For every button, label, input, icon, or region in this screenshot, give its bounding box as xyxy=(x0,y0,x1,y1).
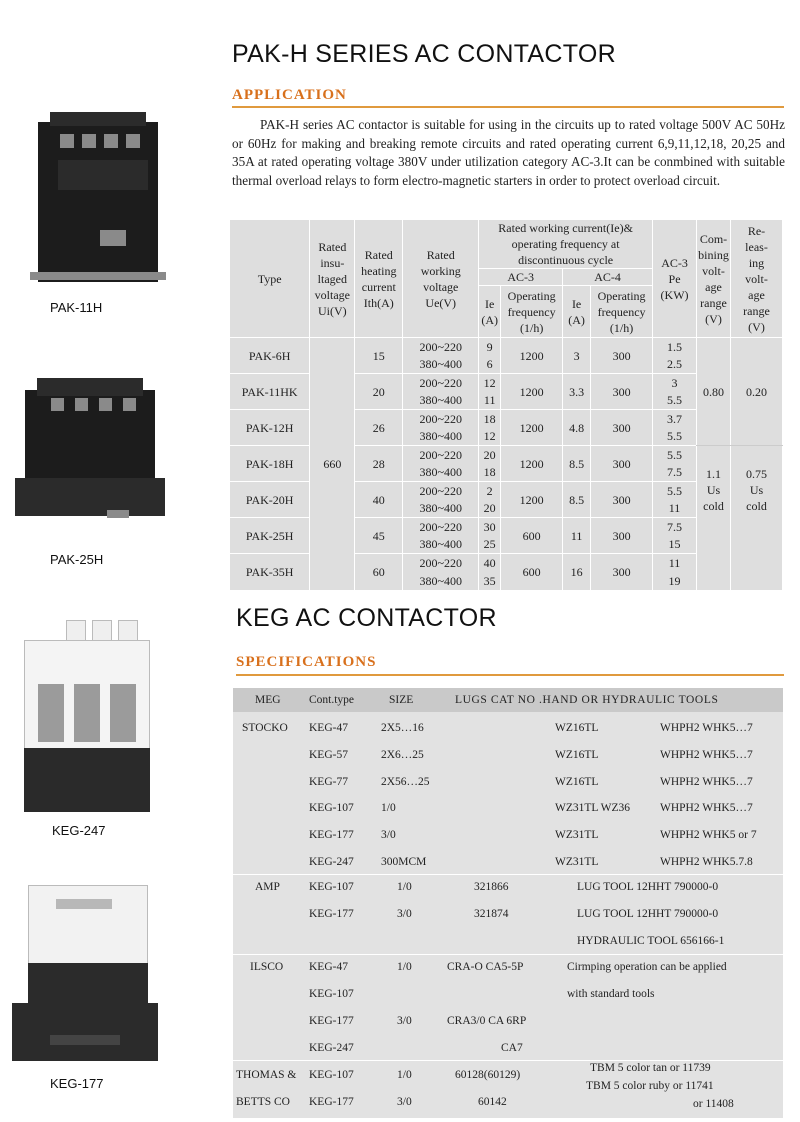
heading-specifications: SPECIFICATIONS xyxy=(236,654,377,670)
cell-pe: 1.5 xyxy=(653,338,697,356)
cell-type: PAK-6H xyxy=(230,338,310,374)
cell-pe: 19 xyxy=(653,572,697,590)
th-current-group: Rated working current(Ie)& operating frequency at discontinuous cycle xyxy=(479,220,653,269)
group-thomas-2: BETTS CO xyxy=(236,1096,290,1108)
cell-ie-ac3: 25 xyxy=(479,536,501,554)
ilsco-note-2: with standard tools xyxy=(567,988,655,1000)
th-comb: Com- bining volt- age range (V) xyxy=(697,220,731,338)
cell-ie-ac3: 6 xyxy=(479,356,501,374)
cell-ui: 660 xyxy=(310,338,355,590)
cell-type: PAK-18H xyxy=(230,446,310,482)
cell-cont: KEG-47 xyxy=(309,961,348,973)
cell-ie-ac4: 4.8 xyxy=(563,410,591,446)
cell-freq-ac4: 300 xyxy=(591,374,653,410)
cell-freq-ac3: 1200 xyxy=(501,482,563,518)
amp-extra-tool: HYDRAULIC TOOL 656166-1 xyxy=(577,935,725,947)
th-cont: Cont.type xyxy=(309,694,355,706)
cell-pe: 3 xyxy=(653,374,697,392)
cell-ie-ac3: 12 xyxy=(479,374,501,392)
cell-lug: CA7 xyxy=(501,1042,523,1054)
cell-size: 3/0 xyxy=(397,1096,412,1108)
cell-ie-ac3: 9 xyxy=(479,338,501,356)
cell-cont: KEG-177 xyxy=(309,1015,354,1027)
cell-ie-ac3: 18 xyxy=(479,464,501,482)
caption-pak11h: PAK-11H xyxy=(50,300,103,315)
cell-freq-ac3: 1200 xyxy=(501,446,563,482)
cell-lug: 321874 xyxy=(474,908,509,920)
pak-spec-table xyxy=(230,220,783,590)
cell-type: PAK-25H xyxy=(230,518,310,554)
ilsco-note-1: Cirmping operation can be applied xyxy=(567,961,727,973)
cell-ue: 200~220 xyxy=(403,554,479,572)
cell-tool: WHPH2 WHK5…7 xyxy=(660,775,753,788)
th-ui: Rated insu- ltaged voltage Ui(V) xyxy=(310,220,355,338)
cell-ie-ac3: 30 xyxy=(479,518,501,536)
cell-ue: 200~220 xyxy=(403,446,479,464)
cell-freq-ac3: 600 xyxy=(501,518,563,554)
th-ue: Rated working voltage Ue(V) xyxy=(403,220,479,338)
caption-keg247: KEG-247 xyxy=(52,823,106,838)
cell-freq-ac4: 300 xyxy=(591,518,653,554)
cell-lug: 60128(60129) xyxy=(455,1069,521,1081)
cell-ue: 380~400 xyxy=(403,428,479,446)
th-ith: Rated heating current Ith(A) xyxy=(355,220,403,338)
cell-cont: KEG-247 xyxy=(309,1042,354,1054)
cell-rel-hot: 0.20 xyxy=(730,338,782,446)
keg-spec-table xyxy=(233,688,783,1118)
th-size: SIZE xyxy=(389,694,414,706)
th-meg: MEG xyxy=(255,694,281,706)
th-type: Type xyxy=(230,220,310,338)
group-amp: AMP xyxy=(255,881,280,893)
cell-ith: 40 xyxy=(355,482,403,518)
cell-size: 300MCM xyxy=(381,856,427,868)
cell-ue: 380~400 xyxy=(403,572,479,590)
cell-tool: WZ16TL xyxy=(555,775,599,788)
cell-freq-ac3: 1200 xyxy=(501,338,563,374)
cell-cont: KEG-177 xyxy=(309,908,354,920)
cell-ue: 200~220 xyxy=(403,518,479,536)
thomas-tool-2: TBM 5 color ruby or 11741 xyxy=(586,1080,714,1092)
cell-tool: WZ16TL xyxy=(555,748,599,761)
cell-size: 1/0 xyxy=(397,881,412,893)
cell-ie-ac4: 11 xyxy=(563,518,591,554)
cell-size: 1/0 xyxy=(397,1069,412,1081)
cell-ie-ac3: 20 xyxy=(479,446,501,464)
page-title-keg: KEG AC CONTACTOR xyxy=(236,604,497,632)
cell-cont: KEG-107 xyxy=(309,802,354,815)
cell-size: 1/0 xyxy=(397,961,412,973)
cell-lug: 60142 xyxy=(478,1096,507,1108)
cell-ie-ac4: 3 xyxy=(563,338,591,374)
cell-tool: WZ31TL WZ36 xyxy=(555,802,631,815)
cell-ie-ac3: 20 xyxy=(479,500,501,518)
cell-ith: 60 xyxy=(355,554,403,590)
cell-cont: KEG-107 xyxy=(309,988,354,1000)
cell-size: 2X5…16 xyxy=(381,722,424,734)
cell-size: 2X56…25 xyxy=(381,775,430,788)
cell-freq-ac4: 300 xyxy=(591,554,653,590)
caption-pak25h: PAK-25H xyxy=(50,552,104,567)
cell-ie-ac3: 35 xyxy=(479,572,501,590)
cell-lug: CRA-O CA5-5P xyxy=(447,961,524,973)
cell-size: 3/0 xyxy=(397,1015,412,1027)
cell-cont: KEG-47 xyxy=(309,722,348,734)
cell-ith: 28 xyxy=(355,446,403,482)
th-rel: Re- leas- ing volt- age range (V) xyxy=(730,220,782,338)
cell-freq-ac3: 1200 xyxy=(501,410,563,446)
cell-pe: 2.5 xyxy=(653,356,697,374)
th-ie-ac3: Ie (A) xyxy=(479,286,501,338)
group-stocko: STOCKO xyxy=(242,722,288,734)
th-pe: AC-3 Pe (KW) xyxy=(653,220,697,338)
cell-ue: 380~400 xyxy=(403,464,479,482)
cell-cont: KEG-107 xyxy=(309,881,354,893)
cell-pe: 5.5 xyxy=(653,482,697,500)
cell-size: 1/0 xyxy=(381,802,396,815)
th-freq-ac3: Operating frequency (1/h) xyxy=(501,286,563,338)
cell-ith: 45 xyxy=(355,518,403,554)
cell-ue: 200~220 xyxy=(403,410,479,428)
cell-tool: WHPH2 WHK5…7 xyxy=(660,802,753,815)
th-ac3: AC-3 xyxy=(479,269,563,286)
cell-ie-ac4: 8.5 xyxy=(563,482,591,518)
cell-tool: WZ31TL xyxy=(555,829,599,842)
cell-tool: WHPH2 WHK5…7 xyxy=(660,748,753,761)
cell-pe: 7.5 xyxy=(653,518,697,536)
cell-ie-ac4: 16 xyxy=(563,554,591,590)
cell-ie-ac3: 40 xyxy=(479,554,501,572)
cell-cont: KEG-57 xyxy=(309,748,348,761)
heading-rule-2 xyxy=(236,674,784,676)
cell-tool: WHPH2 WHK5 or 7 xyxy=(660,829,757,842)
cell-freq-ac3: 1200 xyxy=(501,374,563,410)
product-photo-keg247 xyxy=(20,620,155,815)
cell-ue: 200~220 xyxy=(403,338,479,356)
cell-tool: LUG TOOL 12HHT 790000-0 xyxy=(577,908,719,920)
cell-ie-ac4: 8.5 xyxy=(563,446,591,482)
cell-pe: 5.5 xyxy=(653,392,697,410)
cell-freq-ac4: 300 xyxy=(591,446,653,482)
cell-size: 2X6…25 xyxy=(381,748,424,761)
cell-tool: WZ16TL xyxy=(555,722,599,734)
cell-ue: 380~400 xyxy=(403,356,479,374)
cell-cont: KEG-107 xyxy=(309,1069,354,1081)
cell-ith: 20 xyxy=(355,374,403,410)
group-thomas-1: THOMAS & xyxy=(236,1069,297,1081)
cell-ue: 200~220 xyxy=(403,482,479,500)
cell-size: 3/0 xyxy=(381,829,396,842)
cell-pe: 5.5 xyxy=(653,428,697,446)
cell-tool: WHPH2 WHK5…7 xyxy=(660,722,753,734)
heading-rule xyxy=(232,106,784,108)
product-photo-keg177 xyxy=(10,885,160,1065)
product-photo-pak25h xyxy=(15,378,165,523)
cell-pe: 3.7 xyxy=(653,410,697,428)
cell-ue: 200~220 xyxy=(403,374,479,392)
group-ilsco: ILSCO xyxy=(250,961,284,973)
cell-tool: WZ31TL xyxy=(555,856,599,868)
cell-type: PAK-12H xyxy=(230,410,310,446)
cell-rel-cold: 0.75 Us cold xyxy=(730,446,782,590)
cell-type: PAK-20H xyxy=(230,482,310,518)
heading-application: APPLICATION xyxy=(232,87,347,103)
product-photo-pak11h xyxy=(30,112,170,292)
cell-comb-hot: 0.80 xyxy=(697,338,731,446)
cell-lug: CRA3/0 CA 6RP xyxy=(447,1015,527,1027)
cell-ith: 15 xyxy=(355,338,403,374)
cell-type: PAK-35H xyxy=(230,554,310,590)
application-paragraph: PAK-H series AC contactor is suitable for using in the circuits up to rated voltage 500V AC 50Hz or 60Hz for making and breaking remote circuits and rated operating current 6,9,11,12,18, 20,25 and 35A at rated operating voltage 380V under utilization category AC-3.It can be conmbined with suitable thermal overload relays to form electro-magnetic starters in order to protect overload circuit. xyxy=(232,117,785,188)
cell-ue: 380~400 xyxy=(403,392,479,410)
cell-cont: KEG-247 xyxy=(309,856,354,868)
cell-tool: LUG TOOL 12HHT 790000-0 xyxy=(577,881,719,893)
cell-tool: WHPH2 WHK5.7.8 xyxy=(660,856,753,868)
th-freq-ac4: Operating frequency (1/h) xyxy=(591,286,653,338)
cell-pe: 7.5 xyxy=(653,464,697,482)
thomas-tool-3: or 11408 xyxy=(693,1098,734,1110)
th-lugs: LUGS CAT NO .HAND OR HYDRAULIC TOOLS xyxy=(455,694,719,706)
cell-cont: KEG-177 xyxy=(309,829,354,842)
cell-ie-ac3: 18 xyxy=(479,410,501,428)
cell-ith: 26 xyxy=(355,410,403,446)
cell-pe: 15 xyxy=(653,536,697,554)
cell-size: 3/0 xyxy=(397,908,412,920)
cell-freq-ac4: 300 xyxy=(591,338,653,374)
th-ac4: AC-4 xyxy=(563,269,653,286)
cell-pe: 11 xyxy=(653,500,697,518)
th-ie-ac4: Ie (A) xyxy=(563,286,591,338)
cell-freq-ac4: 300 xyxy=(591,410,653,446)
page-title-pak: PAK-H SERIES AC CONTACTOR xyxy=(232,40,616,68)
cell-ie-ac3: 12 xyxy=(479,428,501,446)
table-row xyxy=(230,338,783,356)
cell-ue: 380~400 xyxy=(403,500,479,518)
cell-comb-cold: 1.1 Us cold xyxy=(697,446,731,590)
cell-ie-ac4: 3.3 xyxy=(563,374,591,410)
caption-keg177: KEG-177 xyxy=(50,1076,104,1091)
cell-ie-ac3: 2 xyxy=(479,482,501,500)
cell-freq-ac4: 300 xyxy=(591,482,653,518)
cell-lug: 321866 xyxy=(474,881,509,893)
thomas-tool-1: TBM 5 color tan or 11739 xyxy=(590,1062,711,1074)
cell-type: PAK-11HK xyxy=(230,374,310,410)
cell-freq-ac3: 600 xyxy=(501,554,563,590)
cell-pe: 11 xyxy=(653,554,697,572)
cell-ie-ac3: 11 xyxy=(479,392,501,410)
cell-pe: 5.5 xyxy=(653,446,697,464)
cell-cont: KEG-77 xyxy=(309,775,348,788)
cell-cont: KEG-177 xyxy=(309,1096,354,1108)
cell-ue: 380~400 xyxy=(403,536,479,554)
